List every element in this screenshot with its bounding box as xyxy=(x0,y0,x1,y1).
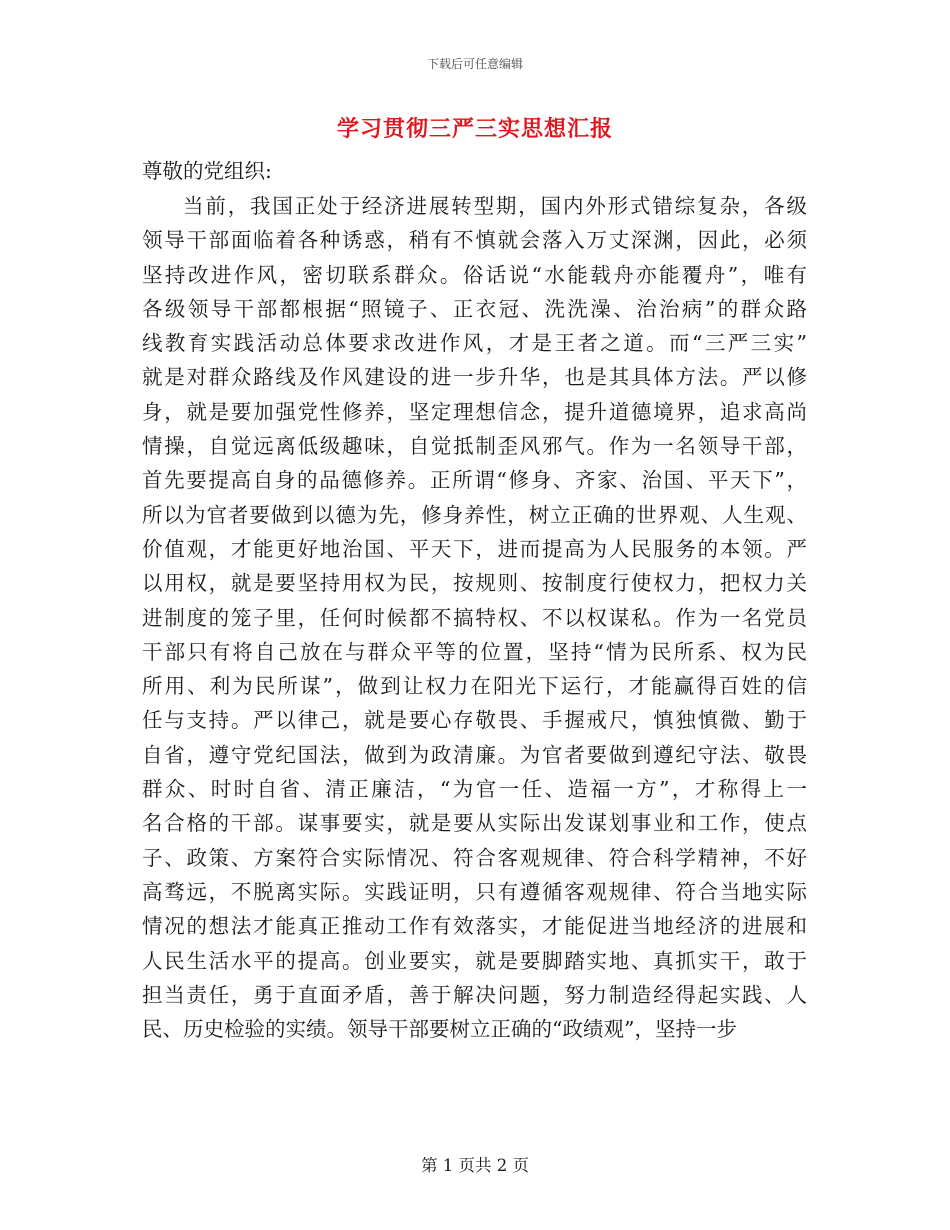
text-line: 高骛远，不脱离实际。实践证明，只有遵循客观规律、符合当地实际 xyxy=(142,879,807,904)
text-line: 子、政策、方案符合实际情况、符合客观规律、符合科学精神，不好 xyxy=(142,845,807,870)
text-line: 自省，遵守党纪国法，做到为政清廉。为官者要做到遵纪守法、敬畏 xyxy=(142,742,807,767)
text-line: 进制度的笼子里，任何时候都不搞特权、不以权谋私。作为一名党员 xyxy=(142,605,807,630)
text-line: 线教育实践活动总体要求改进作风，才是王者之道。而“三严三实” xyxy=(142,331,807,356)
text-line: 民、历史检验的实绩。领导干部要树立正确的“政绩观”，坚持一步 xyxy=(142,1017,737,1042)
text-line: 首先要提高自身的品德修养。正所谓“修身、齐家、治国、平天下”， xyxy=(142,468,807,493)
page-number-footer: 第 1 页共 2 页 xyxy=(421,1156,529,1175)
text-line: 坚持改进作风，密切联系群众。俗话说“水能载舟亦能覆舟”，唯有 xyxy=(142,262,807,287)
text-line: 领导干部面临着各种诱惑，稍有不慎就会落入万丈深渊，因此，必须 xyxy=(142,228,807,253)
header-note: 下载后可任意编辑 xyxy=(426,57,523,71)
text-line: 以用权，就是要坚持用权为民，按规则、按制度行使权力，把权力关 xyxy=(142,571,807,596)
text-line: 价值观，才能更好地治国、平天下，进而提高为人民服务的本领。严 xyxy=(142,536,807,561)
text-line: 群众、时时自省、清正廉洁，“为官一任、造福一方”，才称得上一 xyxy=(142,777,807,802)
text-line: 人民生活水平的提高。创业要实，就是要脚踏实地、真抓实干，敢于 xyxy=(142,948,807,973)
text-line: 就是对群众路线及作风建设的进一步升华，也是其具体方法。严以修 xyxy=(142,365,807,390)
text-line: 当前，我国正处于经济进展转型期，国内外形式错综复杂，各级 xyxy=(183,194,807,218)
body-paragraph xyxy=(142,189,807,1046)
text-line: 情况的想法才能真正推动工作有效落实，才能促进当地经济的进展和 xyxy=(142,914,807,939)
text-line: 干部只有将自己放在与群众平等的位置，坚持“情为民所系、权为民 xyxy=(142,639,807,664)
text-line: 任与支持。严以律己，就是要心存敬畏、手握戒尺，慎独慎微、勤于 xyxy=(142,708,807,733)
text-line: 名合格的干部。谋事要实，就是要从实际出发谋划事业和工作，使点 xyxy=(142,811,807,836)
text-line: 所用、利为民所谋”，做到让权力在阳光下运行，才能赢得百姓的信 xyxy=(142,674,807,699)
text-line: 情操，自觉远离低级趣味，自觉抵制歪风邪气。作为一名领导干部， xyxy=(142,434,807,459)
document-title: 学习贯彻三严三实思想汇报 xyxy=(336,116,613,142)
text-line: 担当责任，勇于直面矛盾，善于解决问题，努力制造经得起实践、人 xyxy=(142,982,807,1007)
text-line: 各级领导干部都根据“照镜子、正衣冠、洗洗澡、治治病”的群众路 xyxy=(142,296,807,321)
text-line: 所以为官者要做到以德为先，修身养性，树立正确的世界观、人生观、 xyxy=(142,502,807,527)
text-line: 身，就是要加强党性修养，坚定理想信念，提升道德境界，追求高尚 xyxy=(142,399,807,424)
salutation: 尊敬的党组织: xyxy=(142,159,272,183)
